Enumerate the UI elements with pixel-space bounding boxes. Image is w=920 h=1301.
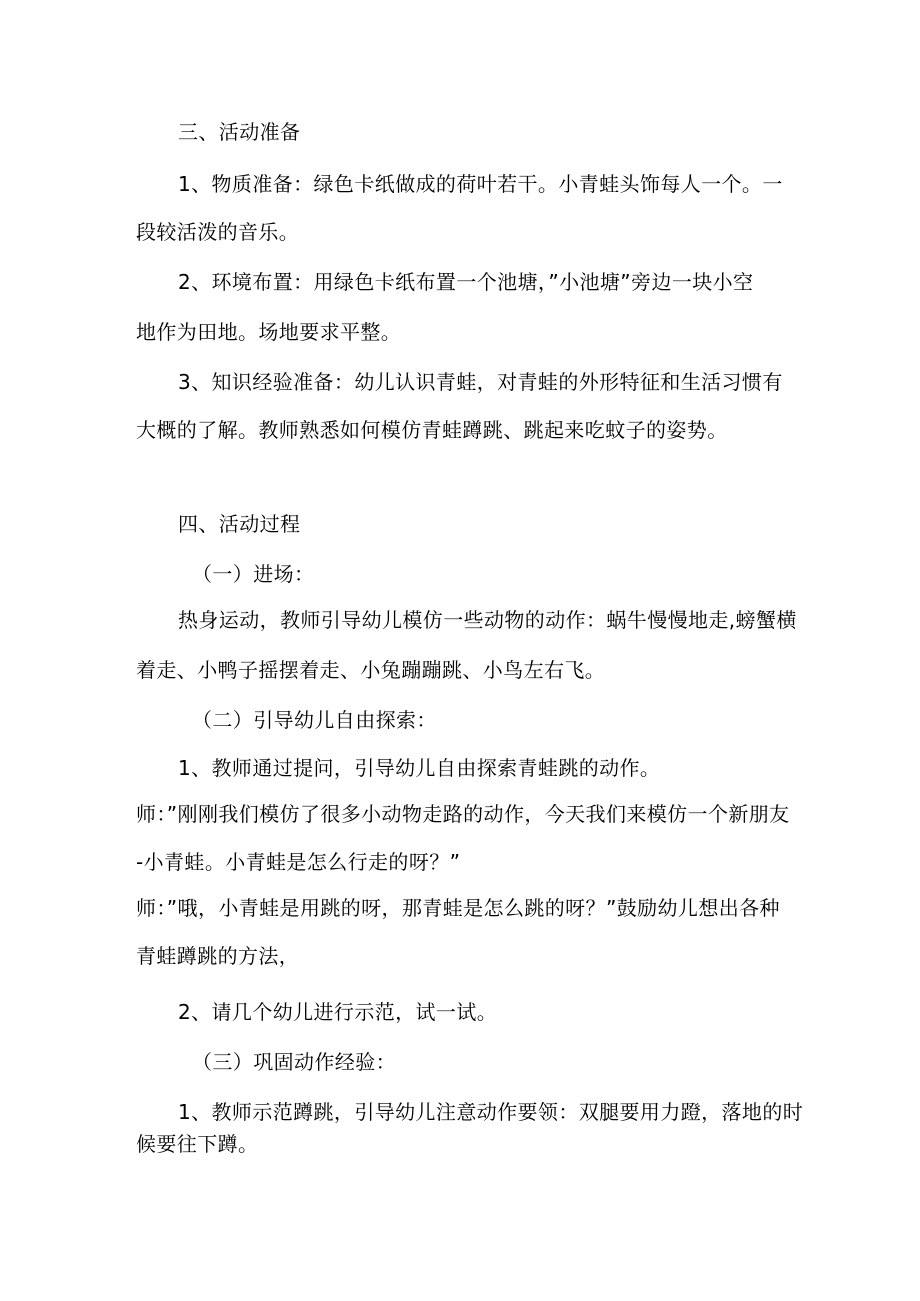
section4-part3-title: （三）巩固动作经验： <box>192 1050 396 1074</box>
section4-heading: 四、活动过程 <box>178 512 301 536</box>
dialog1-line2: -小青蛙。小青蛙是怎么行走的呀？” <box>136 850 461 874</box>
section3-heading: 三、活动准备 <box>178 120 301 144</box>
section3-item3-line2: 大概的了解。教师熟悉如何模仿青蛙蹲跳、跳起来吃蚊子的姿势。 <box>136 418 728 442</box>
section3-item1-line2: 段较活泼的音乐。 <box>136 220 300 244</box>
section4-part2-item2: 2、请几个幼儿进行示范，试一试。 <box>178 1000 498 1024</box>
section4-part1-title: （一）进场： <box>192 562 315 586</box>
section4-part2-title: （二）引导幼儿自由探索： <box>192 708 437 732</box>
dialog1-line1: 师：”刚刚我们模仿了很多小动物走路的动作，今天我们来模仿一个新朋友 <box>136 802 790 826</box>
section4-part1-line2: 着走、小鸭子摇摆着走、小兔蹦蹦跳、小鸟左右飞。 <box>136 658 606 682</box>
section3-item3-line1: 3、知识经验准备：幼儿认识青蛙，对青蛙的外形特征和生活习惯有 <box>178 370 783 394</box>
section4-part1-line1: 热身运动，教师引导幼儿模仿一些动物的动作：蜗牛慢慢地走,螃蟹横 <box>178 608 797 632</box>
section3-item1-line1: 1、物质准备：绿色卡纸做成的荷叶若干。小青蛙头饰每人一个。一 <box>178 172 783 196</box>
dialog2-line2: 青蛙蹲跳的方法， <box>136 944 300 968</box>
section4-part3-item1-line2: 候要往下蹲。 <box>136 1132 259 1156</box>
section4-part3-item1-line1: 1、教师示范蹲跳，引导幼儿注意动作要领：双腿要用力蹬，落地的时 <box>178 1100 804 1124</box>
dialog2-line1: 师：”哦，小青蛙是用跳的呀，那青蛙是怎么跳的呀？”鼓励幼儿想出各种 <box>136 896 780 920</box>
section3-item2-line2: 地作为田地。场地要求平整。 <box>136 320 402 344</box>
section4-part2-item1: 1、教师通过提问，引导幼儿自由探索青蛙跳的动作。 <box>178 756 661 780</box>
section3-item2-line1: 2、环境布置：用绿色卡纸布置一个池塘，”小池塘”旁边一块小空 <box>178 270 754 294</box>
